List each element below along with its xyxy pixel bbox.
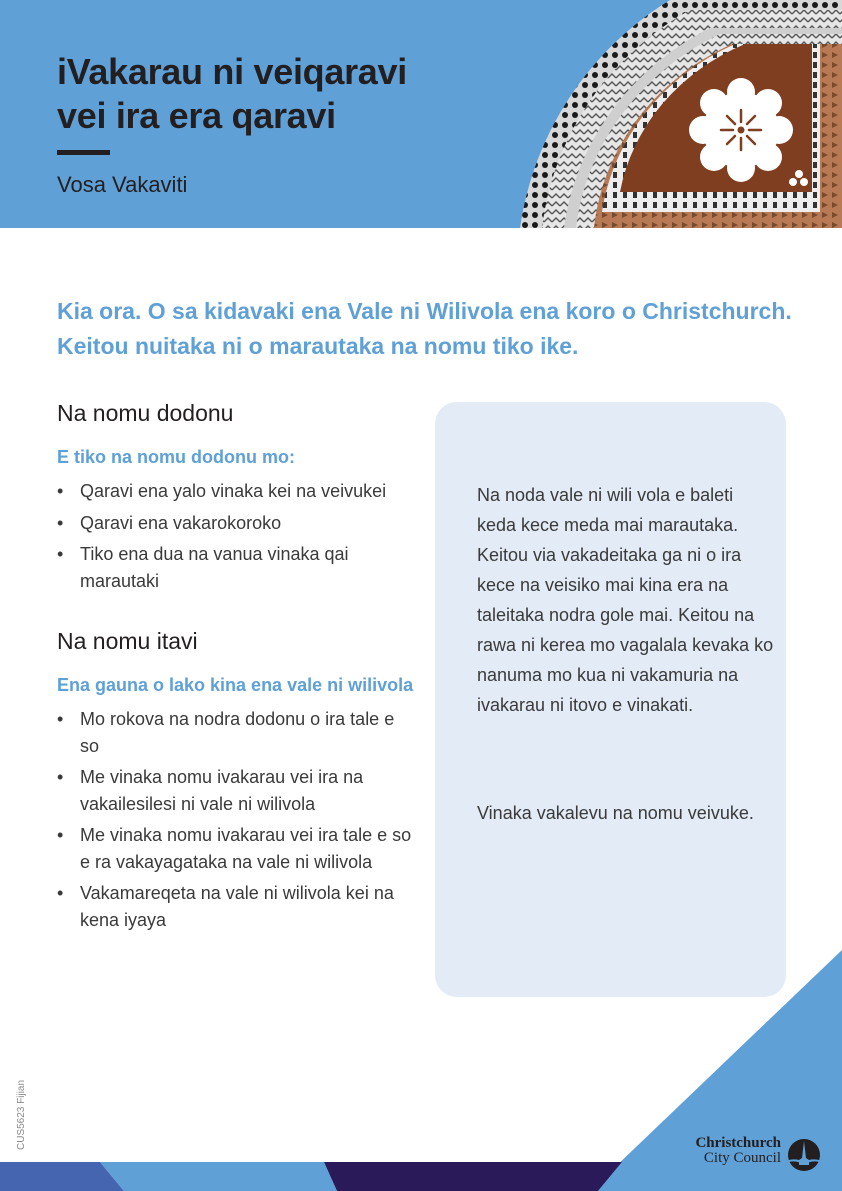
page-title — [57, 50, 407, 138]
fijian-masi-tapa-pattern-icon — [520, 0, 842, 228]
responsibilities-subheading: Ena gauna o lako kina ena vale ni wilivola — [57, 675, 414, 695]
title-underline-rule — [57, 150, 110, 155]
responsibilities-list — [57, 706, 417, 933]
rights-section — [57, 396, 417, 594]
list-item: • Mo rokova na nodra dodonu o ira tale e so — [57, 706, 417, 759]
intro-paragraph: Kia ora. O sa kidavaki ena Vale ni Wilivola ena koro o Christchurch. Keitou nuitaka ni o marautaka na nomu tiko ike. — [57, 298, 792, 359]
rights-heading: Na nomu dodonu — [57, 400, 234, 426]
info-paragraph-2: Vinaka vakalevu na nomu veivuke. — [477, 803, 754, 823]
responsibilities-section — [57, 624, 417, 933]
list-item: • Tiko ena dua na vanua vinaka qai marautaki — [57, 541, 417, 594]
logo-wordmark — [695, 1136, 781, 1166]
list-item: • Qaravi ena yalo vinaka kei na veivukei — [57, 478, 417, 505]
rights-list — [57, 478, 417, 594]
responsibilities-heading: Na nomu itavi — [57, 628, 198, 654]
christchurch-city-council-logo — [680, 1136, 825, 1174]
list-item: • Vakamareqeta na vale ni wilivola kei na kena iyaya — [57, 880, 417, 933]
list-item: • Me vinaka nomu ivakarau vei ira tale e so e ra vakayagataka na vale ni wilivola — [57, 822, 417, 875]
document-code: CUS5623 Fijian — [16, 1079, 27, 1150]
logo-line-2: City Council — [703, 1150, 781, 1166]
logo-line-1: Christchurch — [695, 1135, 781, 1151]
left-column — [57, 396, 417, 938]
info-callout-box — [435, 402, 786, 997]
header-banner — [0, 0, 842, 228]
list-item: • Qaravi ena vakarokoroko — [57, 510, 417, 537]
title-line-2: vei ira era qaravi — [57, 95, 336, 136]
rights-subheading: E tiko na nomu dodonu mo: — [57, 447, 295, 467]
title-line-1: iVakarau ni veiqaravi — [57, 51, 407, 92]
info-paragraph-1: Na noda vale ni wili vola e baleti keda kece meda mai marautaka. Keitou via vakadeitaka ga ni o ira kece na veisiko mai kina era na taleitaka nodra gole mai. Keitou na rawa ni kerea mo vagalala kevaka ko nanuma mo kua ni vakamuria na ivakarau ni itovo e vinakati. — [477, 485, 774, 715]
language-subtitle: Vosa Vakaviti — [57, 172, 188, 197]
cathedral-spire-icon — [787, 1138, 821, 1172]
list-item: • Me vinaka nomu ivakarau vei ira na vakailesilesi ni vale ni wilivola — [57, 764, 417, 817]
